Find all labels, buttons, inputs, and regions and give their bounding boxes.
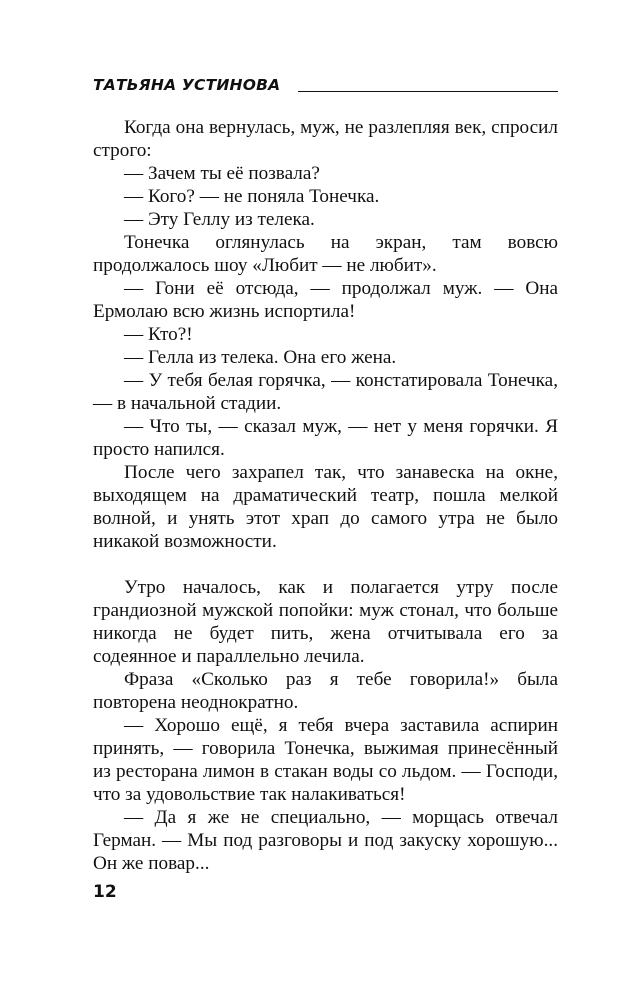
paragraph: — Гони её отсюда, — продолжал муж. — Она Ермолаю всю жизнь испортила! xyxy=(93,278,558,322)
paragraph: — Зачем ты её позвала? xyxy=(124,163,320,184)
paragraph: — Эту Геллу из телека. xyxy=(124,209,315,230)
paragraph: Утро началось, как и полагается утру после грандиозной мужской попойки: муж стонал, что больше никогда не будет пить, жена отчитывала его за содеянное и параллельно лечила. xyxy=(93,577,558,667)
paragraph: — Кто?! xyxy=(124,324,193,345)
paragraph: — У тебя белая горячка, — констатировала Тонечка, — в начальной стадии. xyxy=(93,370,558,414)
page-number: 12 xyxy=(93,882,117,902)
paragraph: — Кого? — не поняла Тонечка. xyxy=(124,186,380,207)
paragraph: — Хорошо ещё, я тебя вчера заставила аспирин принять, — говорила Тонечка, выжимая принесённый из ресторана лимон в стакан воды со льдом. — Господи, что за удовольствие так налакиваться! xyxy=(93,715,558,805)
paragraph: Фраза «Сколько раз я тебе говорила!» была повторена неоднократно. xyxy=(93,669,558,713)
paragraph: — Да я же не специально, — морщась отвечал Герман. — Мы под разговоры и под закуску хорошую... Он же повар... xyxy=(93,807,558,874)
paragraph: Тонечка оглянулась на экран, там вовсю продолжалось шоу «Любит — не любит». xyxy=(93,232,558,276)
paragraph: — Что ты, — сказал муж, — нет у меня горячки. Я просто напился. xyxy=(93,416,558,460)
body-text xyxy=(93,116,558,875)
paragraph: После чего захрапел так, что занавеска на окне, выходящем на драматический театр, пошла мелкой волной, и унять этот храп до самого утра не было никакой возможности. xyxy=(93,462,558,552)
header-rule xyxy=(298,91,558,92)
running-header-author: ТАТЬЯНА УСТИНОВА xyxy=(93,75,281,94)
running-header xyxy=(93,70,558,100)
scene-break xyxy=(93,553,558,576)
paragraph: — Гелла из телека. Она его жена. xyxy=(124,347,397,368)
paragraph: Когда она вернулась, муж, не разлепляя век, спросил строго: xyxy=(93,117,558,161)
